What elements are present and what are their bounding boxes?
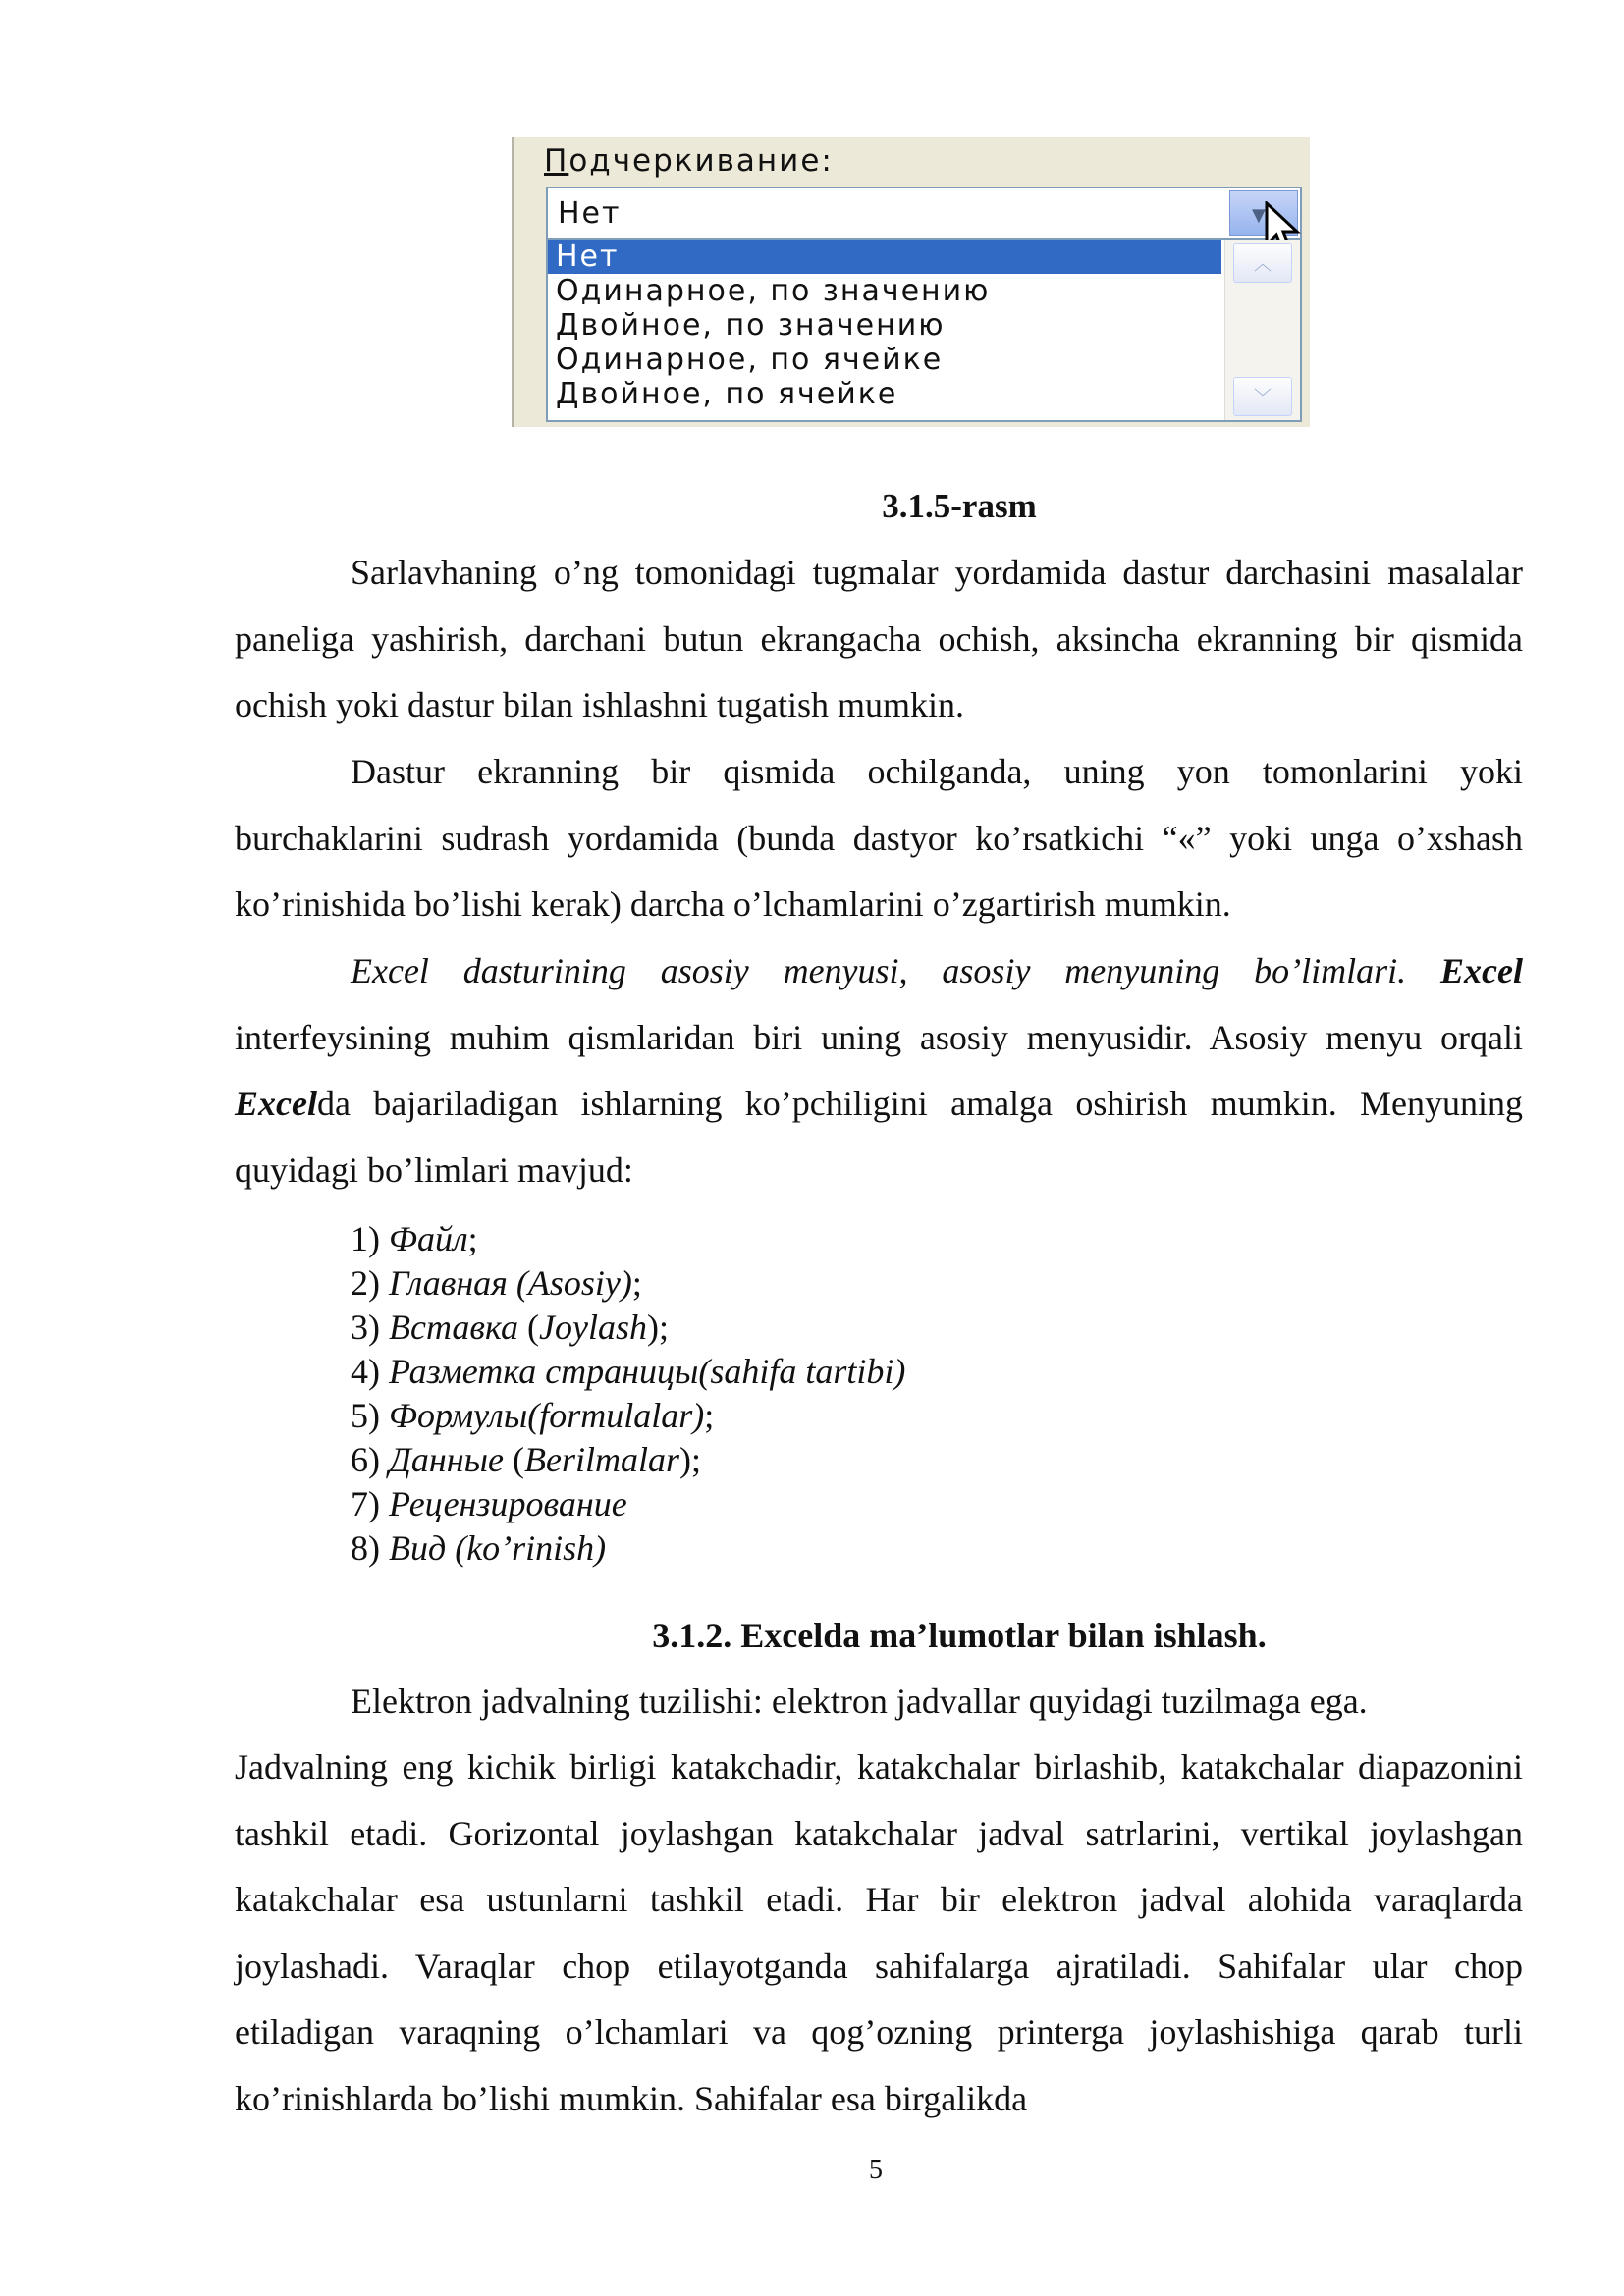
paragraph-2: Dastur ekranning bir qismida ochilganda, uning yon tomonlarini yoki burchaklarini sudrash yordamida (bunda dastyor ko’rsatkichi “«” yoki unga o’xshash ko’rinishida bo’lishi kerak) darcha o’lchamlarini o’zgartirish mumkin. (235, 752, 1523, 924)
paragraph-1: Sarlavhaning o’ng tomonidagi tugmalar yordamida dastur darchasini masalalar paneliga yashirish, darchani butun ekrangacha ochish, aksincha ekranning bir qismida ochish yoki dastur bilan ishlashni tugatish mumkin. (235, 553, 1523, 724)
menu-list-item: 8) Вид (ko’rinish) (351, 1528, 607, 1568)
dropdown-option[interactable]: Одинарное, по значению (556, 274, 991, 308)
underline-combo[interactable] (546, 187, 1302, 240)
underline-options-list (546, 240, 1302, 422)
dropdown-option[interactable]: Одинарное, по ячейке (556, 343, 944, 377)
figure-caption: 3.1.5-rasm (882, 487, 1037, 525)
dropdown-option[interactable]: Двойное, по ячейке (556, 377, 898, 411)
menu-list-item: 7) Рецензирование (351, 1484, 627, 1523)
section-heading: 3.1.2. Excelda ma’lumotlar bilan ishlash. (652, 1616, 1267, 1655)
menu-sections-list (351, 1217, 905, 1571)
chevron-down-icon: ﹀ (1254, 388, 1272, 408)
page-number: 5 (869, 2155, 883, 2185)
dropdown-option[interactable]: Двойное, по значению (556, 308, 946, 343)
combo-value: Нет (558, 196, 622, 231)
underline-label: Подчеркивание: (544, 143, 834, 179)
menu-list-item: 5) Формулы(formulalar); (351, 1396, 715, 1435)
underline-dropdown-figure (512, 137, 1310, 427)
menu-list-item: 4) Разметка страницы(sahifa tartibi) (351, 1352, 906, 1391)
paragraph-3: Excel dasturining asosiy menyusi, asosiy menyuning bo’limlari. Excel interfeysining muhim qismlaridan biri uning asosiy menyusidir. Asosiy menyu orqali Excelda bajariladigan ishlarning ko’pchiligini amalga oshirish mumkin. Menyuning quyidagi bo’limlari mavjud: (235, 951, 1523, 1190)
dropdown-option[interactable]: Нет (548, 240, 1221, 274)
menu-list-item: 6) Данные (Berilmalar); (351, 1440, 701, 1479)
list-scrollbar[interactable] (1224, 240, 1300, 420)
menu-list-item: 2) Главная (Asosiy); (351, 1263, 642, 1303)
chevron-up-icon: ︿ (1254, 254, 1272, 275)
menu-list-item: 1) Файл; (351, 1219, 478, 1258)
scroll-down-button[interactable] (1233, 377, 1292, 416)
paragraph-4: Elektron jadvalning tuzilishi: elektron jadvallar quyidagi tuzilmaga ega. (351, 1682, 1368, 1721)
menu-list-item: 3) Вставка (Joylash); (351, 1308, 669, 1347)
paragraph-5: Jadvalning eng kichik birligi katakchadir, katakchalar birlashib, katakchalar diapazonini tashkil etadi. Gorizontal joylashgan katakchalar jadval satrlarini, vertikal joylashgan katakchalar esa ustunlarni tashkil etadi. Har bir elektron jadval alohida varaqlarda joylashadi. Varaqlar chop etilayotganda sahifalarga ajratiladi. Sahifalar ular chop etiladigan varaqning o’lchamlari va qog’ozning printerga joylashishiga qarab turli ko’rinishlarda bo’lishi mumkin. Sahifalar esa birgalikda (235, 1747, 1523, 2118)
scroll-up-button[interactable] (1233, 243, 1292, 283)
chevron-down-icon: ▼ (1252, 205, 1266, 226)
